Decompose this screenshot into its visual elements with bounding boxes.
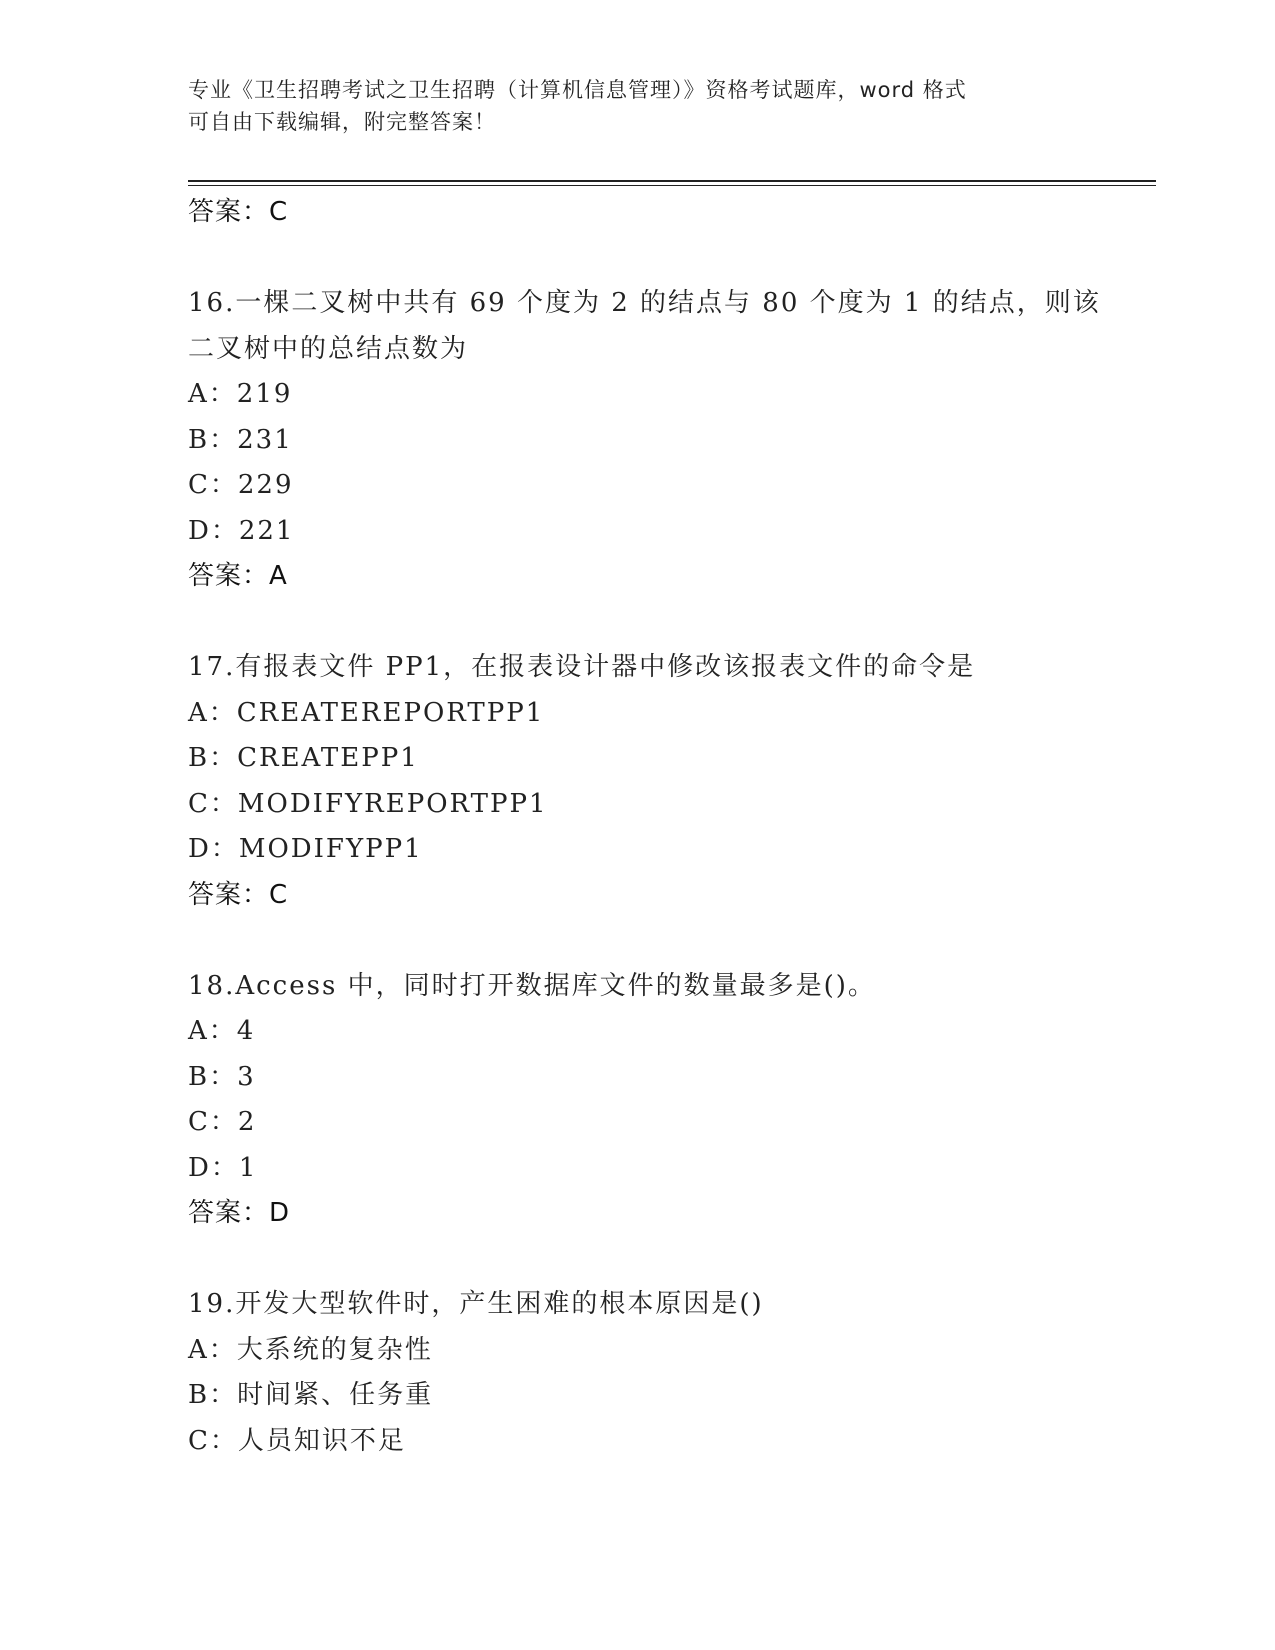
option-a: A：大系统的复杂性 <box>188 1334 433 1365</box>
option-c: C：MODIFYREPORTPP1 <box>188 788 548 819</box>
option-c: C：2 <box>188 1107 257 1137</box>
option-b: B：时间紧、任务重 <box>188 1380 434 1410</box>
question-text: 18.Access 中，同时打开数据库文件的数量最多是()。 <box>188 970 876 1001</box>
option-b: B：3 <box>188 1061 256 1092</box>
question-text: 19.开发大型软件时，产生困难的根本原因是() <box>188 1289 764 1319</box>
header-line-2: 可自由下载编辑，附完整答案！ <box>188 110 496 134</box>
answer-line: 答案：C <box>188 197 289 227</box>
option-d: D：1 <box>188 1152 258 1183</box>
question-text: 16.一棵二叉树中共有 69 个度为 2 的结点与 80 个度为 1 的结点，则该 <box>188 288 1101 318</box>
option-b: B：231 <box>188 424 293 455</box>
answer-line: 答案：C <box>188 879 289 910</box>
header-divider-thin <box>188 185 1156 186</box>
spacer <box>188 918 1108 964</box>
option-c: C：229 <box>188 470 294 500</box>
spacer <box>188 1237 1108 1283</box>
option-b: B：CREATEPP1 <box>188 743 419 773</box>
question-text-continued: 二叉树中的总结点数为 <box>188 333 469 364</box>
question-block <box>188 645 1108 918</box>
option-a: A：219 <box>188 379 293 409</box>
spacer <box>188 600 1108 646</box>
answer-line: 答案：D <box>188 1198 291 1228</box>
question-list <box>188 190 1108 1464</box>
header-divider <box>188 180 1156 182</box>
option-d: D：221 <box>188 515 295 546</box>
option-d: D：MODIFYPP1 <box>188 834 423 864</box>
document-header <box>188 74 1068 138</box>
option-a: A：CREATEREPORTPP1 <box>188 697 545 728</box>
question-block <box>188 1282 1108 1464</box>
spacer <box>188 236 1108 282</box>
question-text: 17.有报表文件 PP1，在报表设计器中修改该报表文件的命令是 <box>188 652 976 682</box>
option-c: C：人员知识不足 <box>188 1425 406 1456</box>
header-line-1: 专业《卫生招聘考试之卫生招聘（计算机信息管理）》资格考试题库，word 格式 <box>188 78 967 102</box>
question-block <box>188 964 1108 1237</box>
answer-line: 答案：A <box>188 561 288 591</box>
question-block <box>188 281 1108 600</box>
option-a: A：4 <box>188 1016 256 1046</box>
